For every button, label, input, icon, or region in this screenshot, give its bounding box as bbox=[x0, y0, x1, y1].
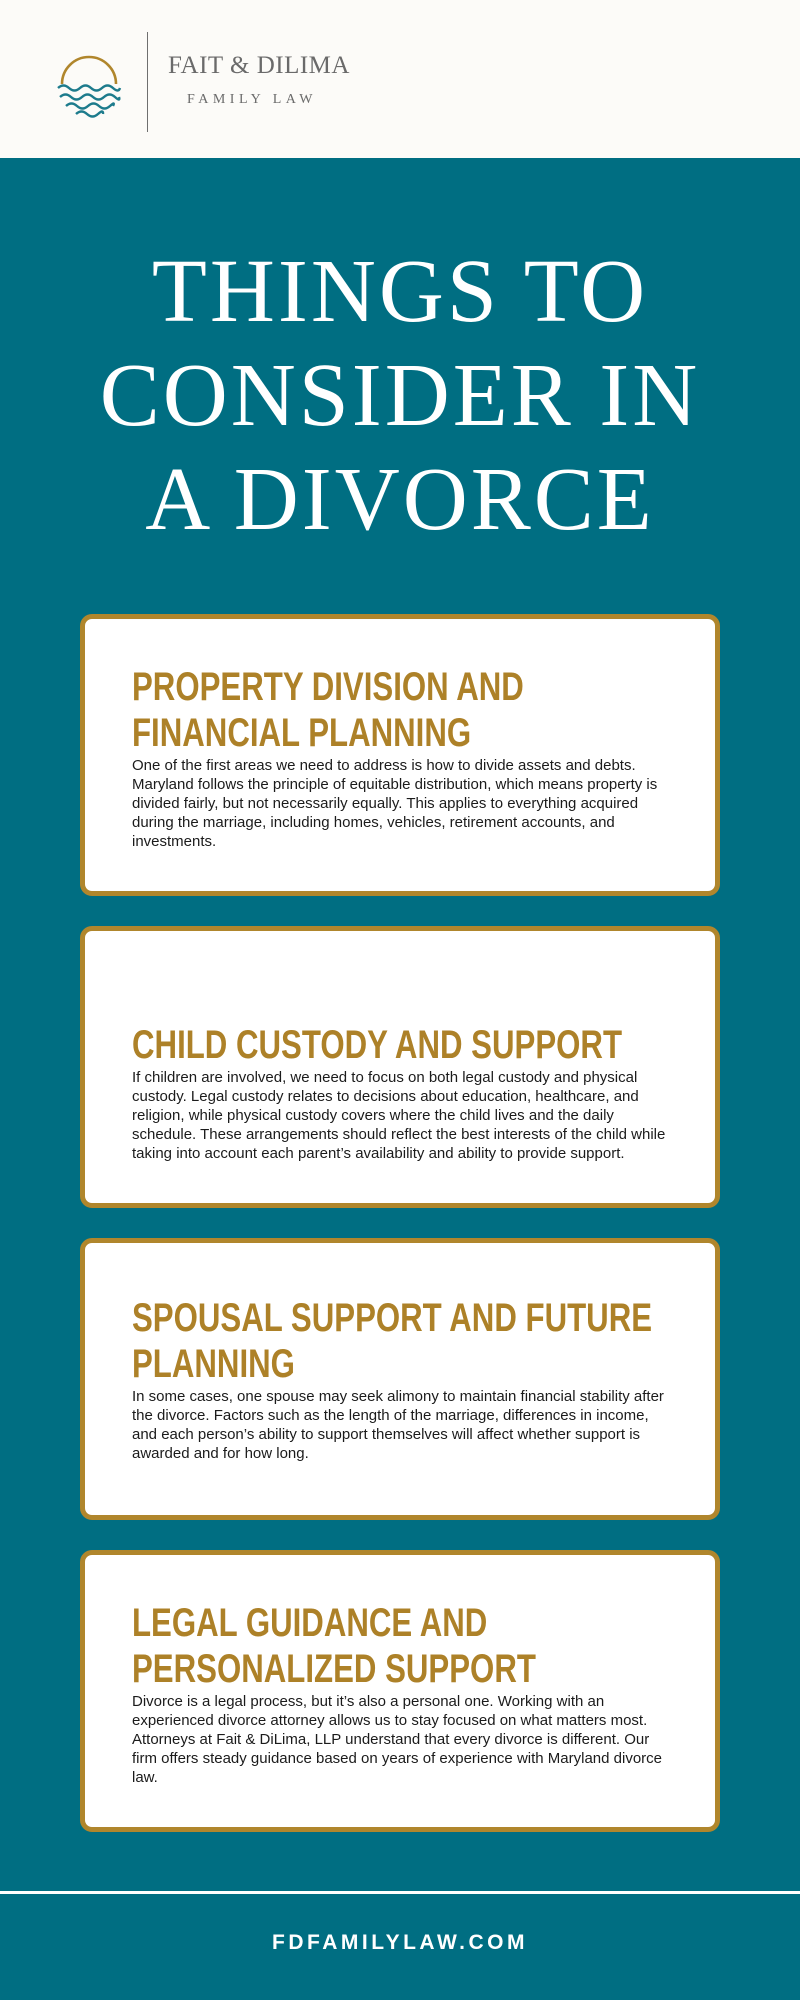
card-heading: SPOUSAL SUPPORT AND FUTURE PLANNING bbox=[132, 1296, 653, 1386]
logo-divider bbox=[147, 32, 148, 132]
page-title bbox=[0, 240, 800, 552]
card-spousal-support bbox=[80, 1238, 720, 1520]
brand-name: FAIT & DILIMA bbox=[168, 52, 350, 79]
card-heading: LEGAL GUIDANCE AND PERSONALIZED SUPPORT bbox=[132, 1601, 536, 1691]
card-body: In some cases, one spouse may seek alimony to maintain financial stability after the divorce. Factors such as the length of the marriage, differences in income, and each person’s ability to support themselves will affect whether support is awarded and for how long. bbox=[132, 1388, 664, 1462]
sun-over-waves-icon bbox=[56, 48, 122, 118]
card-body: One of the first areas we need to address is how to divide assets and debts. Maryland follows the principle of equitable distribution, which means property is divided fairly, but not necessarily equally. This applies to everything acquired during the marriage, including homes, vehicles, retirement accounts, and investments. bbox=[132, 757, 658, 850]
header bbox=[0, 0, 800, 158]
brand-subtitle: FAMILY LAW bbox=[187, 92, 317, 107]
card-body: Divorce is a legal process, but it’s also a personal one. Working with an experienced divorce attorney allows us to stay focused on what matters most. Attorneys at Fait & DiLima, LLP understand that every divorce is different. Our firm offers steady guidance based on years of experience with Maryland divorce law. bbox=[132, 1693, 663, 1786]
card-child-custody bbox=[80, 926, 720, 1208]
title-line-2: CONSIDER IN bbox=[99, 346, 701, 445]
card-legal-guidance bbox=[80, 1550, 720, 1832]
title-line-1: THINGS TO bbox=[151, 242, 649, 341]
footer-divider bbox=[0, 1891, 800, 1894]
card-heading: PROPERTY DIVISION AND FINANCIAL PLANNING bbox=[132, 665, 524, 755]
website-link[interactable]: FDFAMILYLAW.COM bbox=[272, 1931, 528, 1954]
card-heading: CHILD CUSTODY AND SUPPORT bbox=[132, 1023, 622, 1067]
card-property-division bbox=[80, 614, 720, 896]
title-line-3: A DIVORCE bbox=[145, 450, 655, 549]
card-body: If children are involved, we need to focus on both legal custody and physical custody. Legal custody relates to decisions about education, healthcare, and religion, while physical custody covers where the child lives and the daily schedule. These arrangements should reflect the best interests of the child while taking into account each parent’s availability and ability to provide support. bbox=[132, 1069, 666, 1162]
